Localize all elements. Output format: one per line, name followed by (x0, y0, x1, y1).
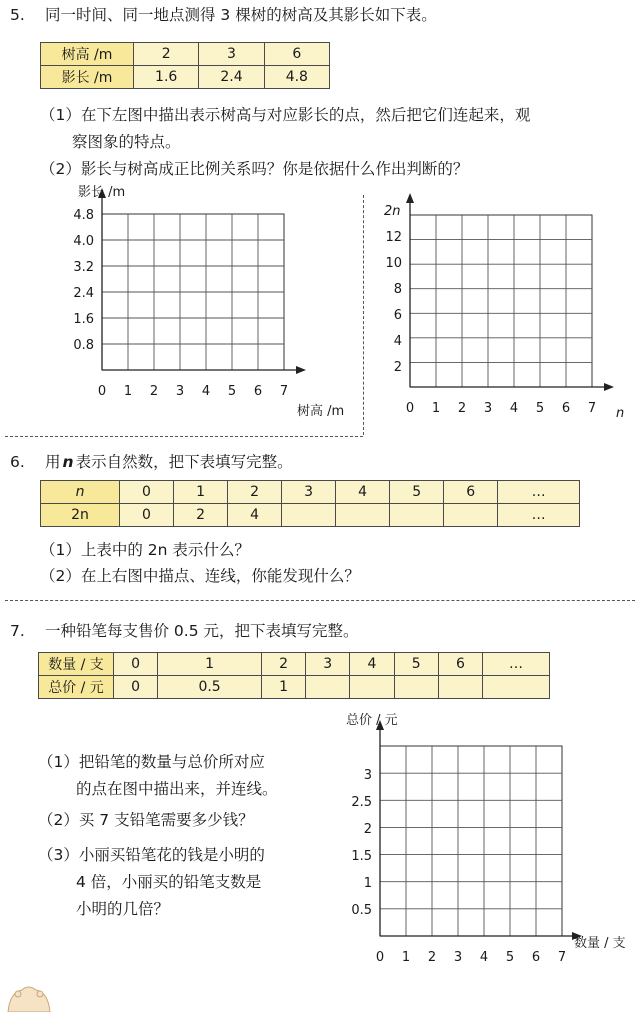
x-tick-label: 5 (227, 384, 237, 399)
q5-prompt: 同一时间、同一地点测得 3 棵树的树高及其影长如下表。 (45, 6, 437, 24)
q6-prompt-a: 用 (45, 453, 61, 471)
q5-sub1-line2: 察图象的特点。 (72, 133, 181, 151)
q7-sub1-line2: 的点在图中描出来，并连线。 (76, 780, 278, 798)
table-cell (306, 676, 350, 699)
y-axis-label: 总价 / 元 (346, 713, 398, 728)
q6-sub2: （2）在上右图中描点、连线，你能发现什么？ (40, 567, 360, 585)
y-tick-label: 2 (363, 822, 372, 837)
x-tick-label: 2 (457, 401, 467, 416)
table-cell: 树高 /m (41, 43, 134, 66)
table-cell: 总价 / 元 (39, 676, 114, 699)
q6-prompt (45, 452, 293, 472)
x-tick-label: 2 (427, 950, 437, 965)
table-cell: 0 (114, 676, 158, 699)
table-cell: 0 (120, 504, 174, 527)
y-tick-label: 8 (393, 282, 402, 298)
q5-sub2: （2）影长与树高成正比例关系吗？你是依据什么作出判断的？ (40, 160, 469, 178)
y-tick-label: 4.0 (73, 234, 94, 249)
table-cell (390, 504, 444, 527)
x-tick-label: 0 (97, 384, 107, 399)
x-tick-label: 4 (509, 401, 519, 416)
table-cell: 2 (228, 481, 282, 504)
table-cell: 4 (228, 504, 282, 527)
q6-table (40, 480, 580, 527)
table-cell: 1 (261, 676, 305, 699)
table-cell: 数量 / 支 (39, 653, 114, 676)
y-tick-label: 12 (385, 230, 402, 246)
y-tick-label: 0.8 (73, 338, 94, 353)
table-cell: 6 (264, 43, 329, 66)
q7-sub3-line1: （3）小丽买铅笔花的钱是小明的 (38, 846, 265, 864)
grid-left (102, 214, 284, 370)
q7-sub3-line2: 4 倍，小丽买的铅笔支数是 (76, 873, 262, 891)
x-tick-label: 4 (201, 384, 211, 399)
q7-prompt: 一种铅笔每支售价 0.5 元，把下表填写完整。 (45, 622, 359, 640)
table-row (39, 653, 550, 676)
q5-number: 5. (10, 6, 25, 24)
table-row (41, 481, 580, 504)
graph-divider (363, 195, 364, 435)
table-cell: 2 (174, 504, 228, 527)
x-tick-label: 6 (531, 950, 541, 965)
table-cell: 1 (158, 653, 262, 676)
table-cell (444, 504, 498, 527)
y-tick-label: 2.5 (351, 795, 372, 810)
y-tick-label: 1.6 (73, 312, 94, 327)
grid-right (410, 215, 592, 387)
y-tick-label: 4 (393, 334, 402, 350)
table-cell (394, 676, 438, 699)
table-row (39, 676, 550, 699)
x-tick-label: 7 (279, 384, 289, 399)
grid-q7 (380, 746, 562, 936)
x-tick-label: 1 (401, 950, 411, 965)
table-cell: 4 (350, 653, 394, 676)
table-cell: 2n (41, 504, 120, 527)
y-tick-label: 2 (393, 360, 402, 376)
mascot-icon (4, 982, 54, 1012)
x-tick-label: 4 (479, 950, 489, 965)
table-cell: 4.8 (264, 66, 329, 89)
q7-sub1-line1: （1）把铅笔的数量与总价所对应 (38, 753, 265, 771)
table-cell (350, 676, 394, 699)
q7-sub2: （2）买 7 支铅笔需要多少钱？ (38, 811, 254, 829)
q6-prompt-n: n (62, 453, 74, 471)
q6-sub1: （1）上表中的 2n 表示什么？ (40, 541, 250, 559)
table-cell: n (41, 481, 120, 504)
q7-table (38, 652, 550, 699)
x-tick-label: 1 (123, 384, 133, 399)
table-cell: 5 (390, 481, 444, 504)
x-axis-label: 数量 / 支 (574, 936, 626, 951)
y-axis-arrow-icon (406, 193, 414, 203)
table-cell: 0 (114, 653, 158, 676)
q7-number: 7. (10, 622, 25, 640)
table-cell: 2 (134, 43, 199, 66)
q5-sub1-line1: （1）在下左图中描出表示树高与对应影长的点，然后把它们连起来，观 (40, 106, 531, 124)
table-cell: 影长 /m (41, 66, 134, 89)
table-cell: … (498, 504, 580, 527)
table-cell: 6 (444, 481, 498, 504)
x-tick-label: 5 (535, 401, 545, 416)
y-tick-label: 4.8 (73, 208, 94, 223)
y-tick-label: 3.2 (73, 260, 94, 275)
table-cell: 3 (306, 653, 350, 676)
table-cell: 1 (174, 481, 228, 504)
q5-right-graph (370, 195, 640, 430)
section-divider (5, 436, 363, 437)
table-cell: 4 (336, 481, 390, 504)
x-tick-label: 0 (405, 401, 415, 416)
y-tick-label: 2.4 (73, 286, 94, 301)
x-tick-label: 7 (557, 950, 567, 965)
table-cell: 0.5 (158, 676, 262, 699)
table-cell: 2 (261, 653, 305, 676)
q7-sub3-line3: 小明的几倍？ (76, 900, 170, 918)
y-tick-label: 0.5 (351, 903, 372, 918)
x-tick-label: 3 (453, 950, 463, 965)
table-cell: … (498, 481, 580, 504)
y-tick-label: 6 (393, 308, 402, 324)
q6-number: 6. (10, 453, 25, 471)
table-cell: 0 (120, 481, 174, 504)
x-tick-label: 1 (431, 401, 441, 416)
section-divider (5, 600, 635, 601)
q5-table (40, 42, 330, 89)
table-cell: 3 (282, 481, 336, 504)
table-row (41, 504, 580, 527)
y-tick-label: 10 (385, 256, 402, 272)
q5-left-graph (0, 180, 370, 430)
x-tick-label: 0 (375, 950, 385, 965)
table-cell: 5 (394, 653, 438, 676)
table-cell (336, 504, 390, 527)
table-cell: 1.6 (134, 66, 199, 89)
y-axis-label: 2n (384, 204, 401, 219)
table-cell (282, 504, 336, 527)
table-row (41, 43, 330, 66)
table-cell: … (483, 653, 550, 676)
y-tick-label: 1 (363, 876, 372, 891)
x-axis-label: n (616, 406, 625, 421)
q7-graph (330, 710, 640, 965)
x-axis-arrow-icon (296, 366, 306, 374)
x-tick-label: 6 (561, 401, 571, 416)
x-axis-label: 树高 /m (297, 404, 345, 419)
x-tick-label: 7 (587, 401, 597, 416)
x-tick-label: 5 (505, 950, 515, 965)
x-tick-label: 2 (149, 384, 159, 399)
x-tick-label: 3 (175, 384, 185, 399)
table-cell (438, 676, 482, 699)
q6-prompt-b: 表示自然数，把下表填写完整。 (75, 453, 293, 471)
y-tick-label: 3 (363, 768, 372, 783)
x-tick-label: 6 (253, 384, 263, 399)
table-cell: 2.4 (199, 66, 264, 89)
table-cell: 3 (199, 43, 264, 66)
table-row (41, 66, 330, 89)
y-axis-label: 影长 /m (78, 185, 126, 200)
x-axis-arrow-icon (604, 383, 614, 391)
table-cell: 6 (438, 653, 482, 676)
table-cell (483, 676, 550, 699)
y-tick-label: 1.5 (351, 849, 372, 864)
x-tick-label: 3 (483, 401, 493, 416)
